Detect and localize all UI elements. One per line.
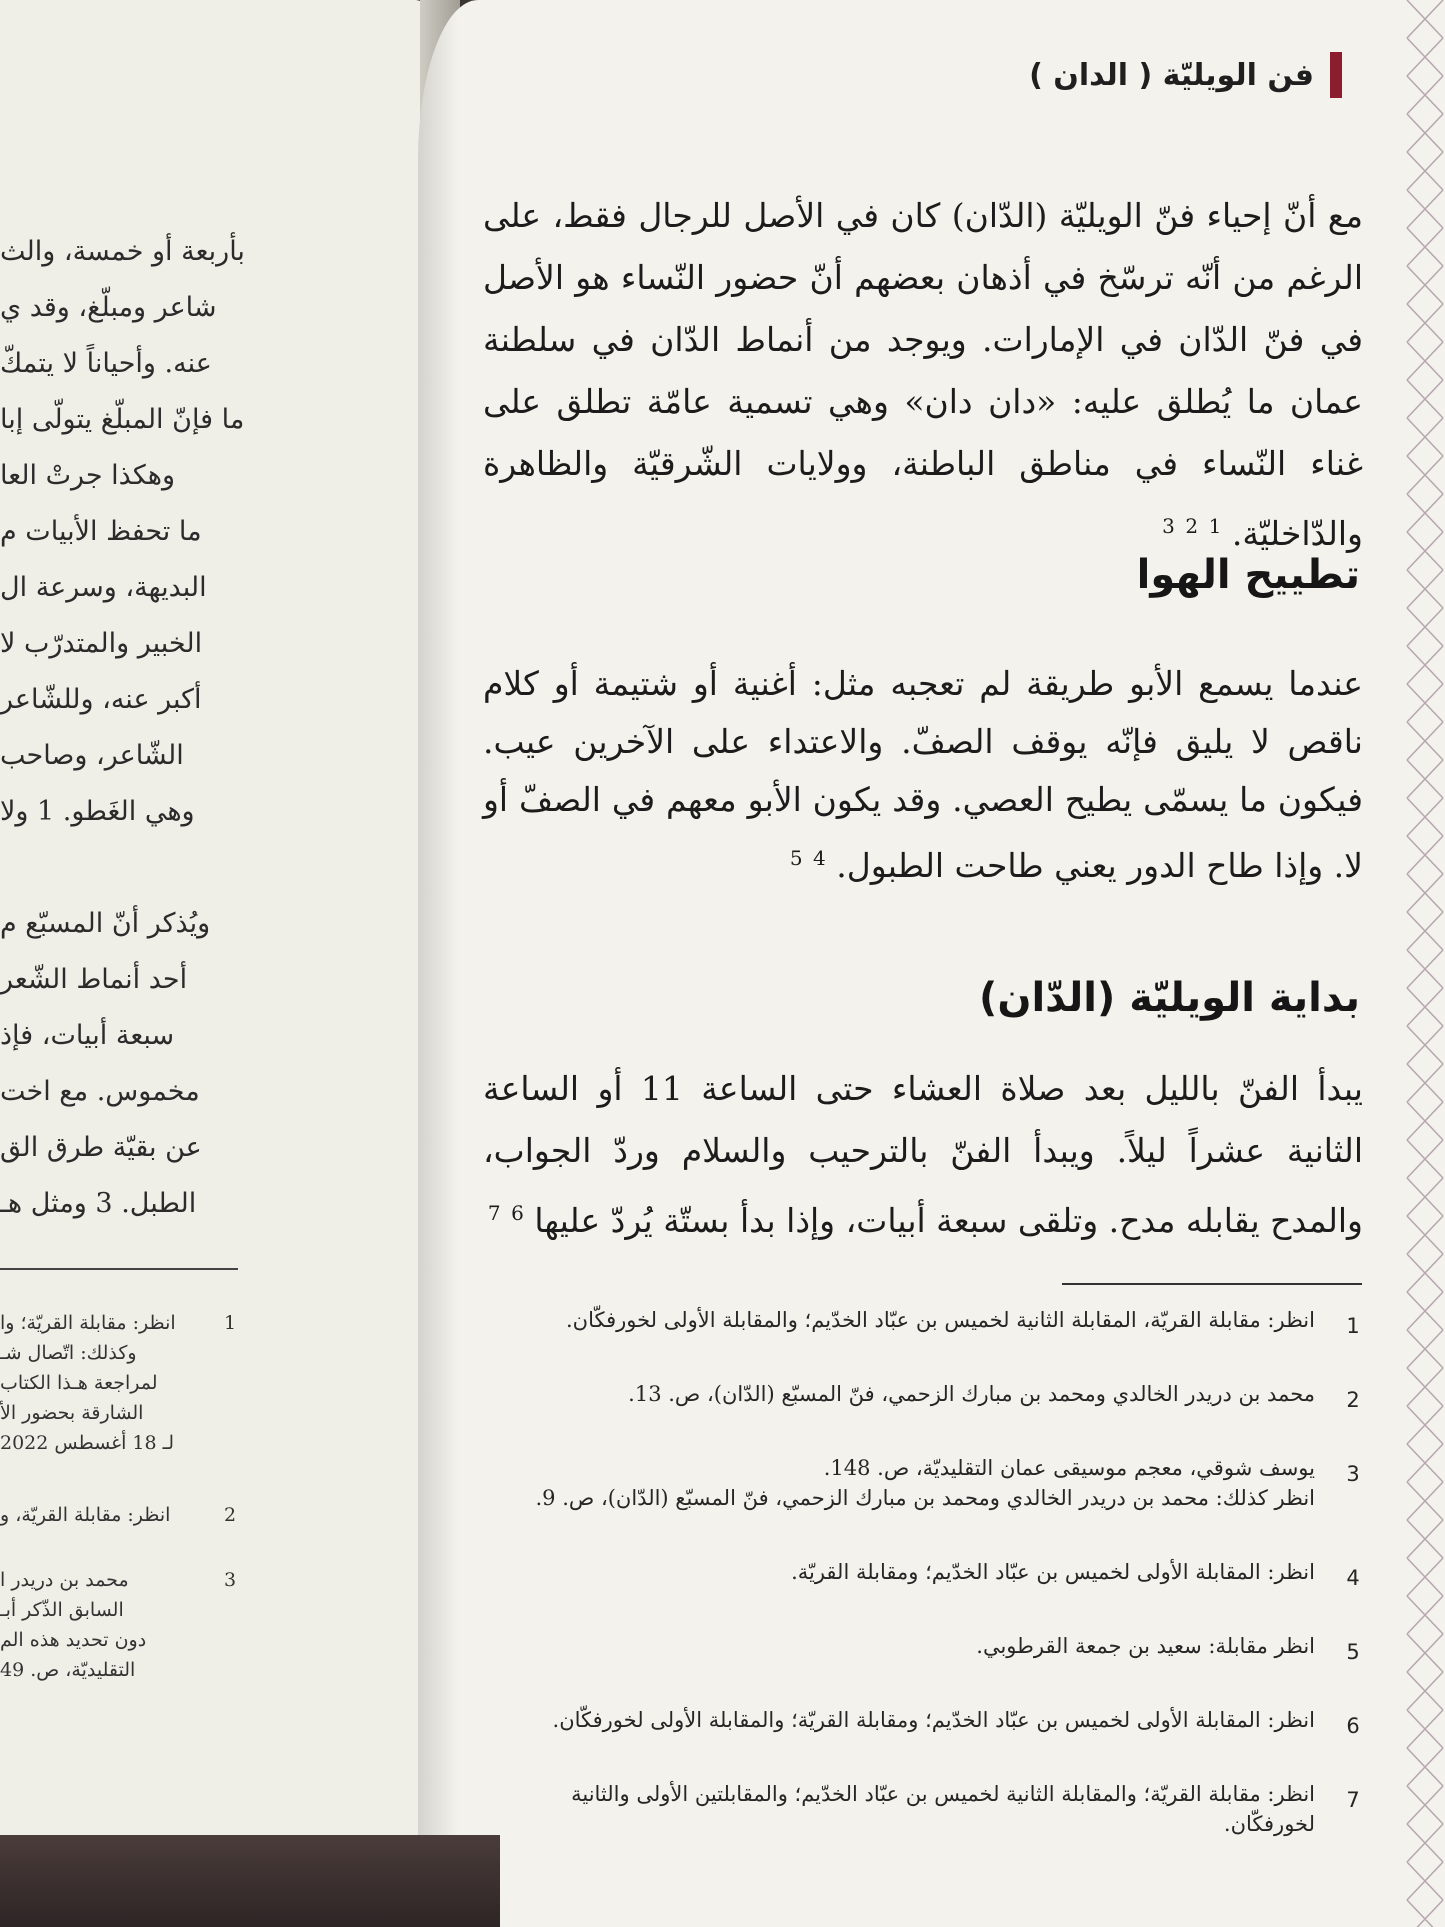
paragraph-2-text: عندما يسمع الأبو طريقة لم تعجبه مثل: أغنية أو شتيمة أو كلام ناقص لا يليق فإنّه يوقف الصفّ. والاعتداء على الآخرين عيب. فيكون ما يسمّى يطيح العصي. وقد يكون الأبو معهم في الصفّ أو لا. وإذا طاح الدور يعني طاحت الطبول. [483, 664, 1363, 885]
left-page-line: مخموس. مع اخت [0, 1076, 200, 1107]
left-footnote-line: لمراجعة هـذا الكتاب [0, 1372, 158, 1394]
left-footnote-line: لـ 18 أغسطس 2022 [0, 1432, 175, 1454]
left-page-line: ويُذكر أنّ المسبّع م [0, 908, 211, 939]
left-page-line [0, 854, 280, 910]
left-footnote-line: السابق الذّكر أبـ [0, 1599, 124, 1621]
left-page-line: شاعر ومبلّغ، وقد ي [0, 292, 217, 323]
running-head-title: فن الويليّة ( الدان ) [1029, 57, 1314, 93]
footnote-mark-1[interactable]: 1 [1208, 514, 1222, 538]
footnote-text-continued: انظر كذلك: محمد بن دريدر الخالدي ومحمد بن مبارك الزحمي، فنّ المسبّع (الدّان)، ص. 9. [535, 1486, 1315, 1510]
footnote-mark-6[interactable]: 6 [511, 1201, 524, 1225]
footnote-mark-4[interactable]: 4 [813, 846, 826, 870]
footnotes [495, 1305, 1375, 1883]
section-heading-tatyeeh: تطييح الهوا [1136, 552, 1360, 598]
footnote-number: 6 [1346, 1714, 1360, 1738]
left-footnote [0, 1565, 240, 1685]
footnote-text: يوسف شوقي، معجم موسيقى عمان التقليديّة، ص. 148. [823, 1456, 1315, 1480]
left-page [0, 0, 455, 1927]
left-page-line: ما تحفظ الأبيات م [0, 516, 202, 547]
footnote-4 [495, 1557, 1375, 1590]
footnote-text: انظر: المقابلة الأولى لخميس بن عبّاد الخدّيم؛ ومقابلة القريّة. [791, 1560, 1315, 1584]
footnote-mark-5[interactable]: 5 [789, 846, 803, 870]
left-page-text [0, 238, 280, 1246]
left-page-line: وهكذا جرتْ العا [0, 460, 176, 491]
footnote-text: انظر: مقابلة القريّة؛ والمقابلة الثانية لخميس بن عبّاد الخدّيم؛ والمقابلتين الأولى والثانية لخورفكّان. [571, 1782, 1315, 1836]
left-footnote-line: الشارقة بحضور الأ [0, 1402, 144, 1424]
footnote-7 [495, 1779, 1375, 1839]
left-footnote-line: محمد بن دريدر ا [0, 1569, 129, 1591]
running-head-bar [1330, 52, 1342, 98]
footnote-number: 4 [1346, 1566, 1360, 1590]
left-page-line: الخبير والمتدرّب لا [0, 628, 203, 659]
left-footnote-line: دون تحديد هذه الم [0, 1629, 147, 1651]
footnote-text: انظر: مقابلة القريّة، المقابلة الثانية لخميس بن عبّاد الخدّيم؛ والمقابلة الأولى لخورفكّان. [566, 1308, 1315, 1332]
left-footnote [0, 1500, 240, 1530]
footnote-number: 5 [1346, 1640, 1360, 1664]
left-page-line: الشّاعر، وصاحب [0, 740, 184, 771]
running-head [1029, 50, 1342, 100]
footnote-5 [495, 1631, 1375, 1664]
paragraph-3-text: يبدأ الفنّ بالليل بعد صلاة العشاء حتى الساعة 11 أو الساعة الثانية عشراً ليلاً. ويبدأ الفنّ بالترحيب والسلام وردّ الجواب، والمدح يقابله مدح. وتلقى سبعة أبيات، وإذا بدأ بستّة يُردّ عليها [483, 1069, 1363, 1240]
footnote-1 [495, 1305, 1375, 1338]
footnote-number: 7 [1346, 1788, 1360, 1812]
page-curve-shadow [418, 0, 458, 1927]
footnote-number: 3 [1346, 1462, 1360, 1486]
footnote-3 [495, 1453, 1375, 1513]
left-footnote-line: انظر: مقابلة القريّة؛ وا [0, 1312, 176, 1334]
left-page-line: عن بقيّة طرق الق [0, 1132, 202, 1163]
left-page-line: الطبل. 3 ومثل هـ [0, 1188, 197, 1219]
margin-ornament [1405, 0, 1445, 1927]
footnote-text: انظر: المقابلة الأولى لخميس بن عبّاد الخدّيم؛ ومقابلة القريّة؛ والمقابلة الأولى لخورفكّان. [552, 1708, 1315, 1732]
right-page [418, 0, 1445, 1927]
footnote-6 [495, 1705, 1375, 1738]
paragraph-1 [483, 185, 1363, 565]
paragraph-3 [483, 1058, 1363, 1252]
left-page-line: وهي الغَطو. 1 ولا [0, 796, 195, 827]
left-footnote [0, 1308, 240, 1458]
left-footnote-line: التقليديّة، ص. 49 [0, 1659, 136, 1681]
section-heading-bidaya: بداية الويليّة (الدّان) [979, 975, 1360, 1021]
paragraph-2 [483, 655, 1363, 895]
left-page-line: البديهة، وسرعة ال [0, 572, 207, 603]
footnote-mark-3[interactable]: 3 [1162, 514, 1175, 538]
footnote-rule [1062, 1283, 1362, 1285]
footnote-number: 2 [1346, 1388, 1360, 1412]
left-footnote-number: 2 [223, 1504, 237, 1526]
left-footnote-number: 1 [223, 1312, 237, 1334]
footnote-text: انظر مقابلة: سعيد بن جمعة القرطوبي. [976, 1634, 1315, 1658]
left-page-line: أكبر عنه، وللشّاعر [0, 684, 202, 715]
footnote-mark-2[interactable]: 2 [1185, 514, 1199, 538]
left-page-line: سبعة أبيات، فإذ [0, 1020, 175, 1051]
left-footnote-number: 3 [223, 1569, 237, 1591]
left-footnote-line: وكذلك: اتّصال شـ [0, 1342, 137, 1364]
footnote-mark-7[interactable]: 7 [487, 1201, 501, 1225]
footnote-number: 1 [1346, 1314, 1360, 1338]
left-footnote-rule [0, 1268, 238, 1270]
footnote-2 [495, 1379, 1375, 1412]
left-footnote-line: انظر: مقابلة القريّة، و [0, 1504, 171, 1526]
left-page-line: ما فإنّ المبلّغ يتولّى إبا [0, 404, 245, 435]
ornament-pattern [1407, 0, 1443, 1927]
left-page-line: عنه. وأحياناً لا يتمكّ [0, 348, 212, 379]
left-page-line: بأربعة أو خمسة، والث [0, 236, 245, 267]
paragraph-1-text: مع أنّ إحياء فنّ الويليّة (الدّان) كان في الأصل للرجال فقط، على الرغم من أنّه ترسّخ في أذهان بعضهم أنّ حضور النّساء هو الأصل في فنّ الدّان في الإمارات. ويوجد من أنماط الدّان في سلطنة عمان ما يُطلق عليه: «دان دان» وهي تسمية عامّة تطلق على غناء النّساء في مناطق الباطنة، وولايات الشّرقيّة والظاهرة والدّاخليّة. [483, 196, 1363, 553]
left-page-line: أحد أنماط الشّعر [0, 964, 188, 995]
table-surface [0, 1835, 500, 1927]
footnote-text: محمد بن دريدر الخالدي ومحمد بن مبارك الزحمي، فنّ المسبّع (الدّان)، ص. 13. [628, 1382, 1315, 1406]
